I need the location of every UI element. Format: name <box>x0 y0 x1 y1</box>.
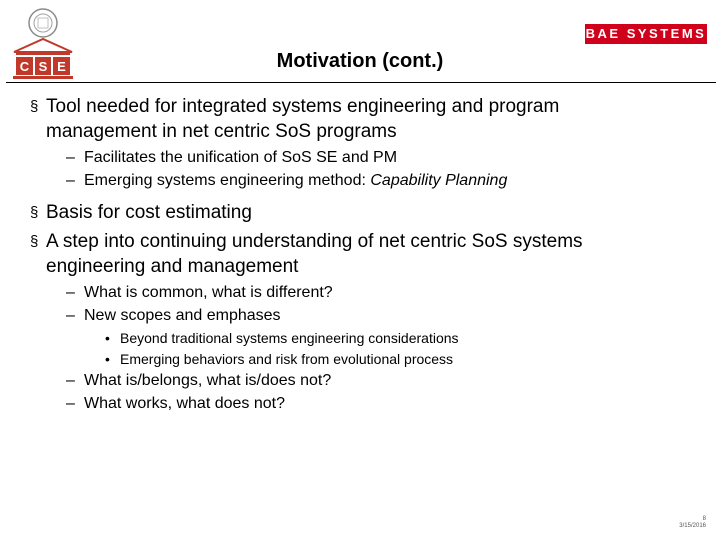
slide-footer <box>679 516 706 530</box>
slide-title: Motivation (cont.) <box>276 50 444 72</box>
bullet-text: Tool needed for integrated systems engineering and program management in net centric SoS programs <box>46 96 560 142</box>
slide-content <box>0 94 720 417</box>
dash-marker: – <box>66 372 75 389</box>
bullet-tool-needed <box>0 94 636 144</box>
sub-bullet-text: What is/belongs, what is/does not? <box>84 372 332 389</box>
slide-date: 3/15/2016 <box>679 523 706 529</box>
sub-bullet-text: What is common, what is different? <box>84 284 333 301</box>
sub-bullet-what-belongs <box>0 371 720 391</box>
bullet-marker: § <box>30 204 39 221</box>
bullet-text: A step into continuing understanding of net centric SoS systems engineering and management <box>46 231 583 277</box>
dot-marker: • <box>105 330 110 346</box>
sub-bullet-text: Emerging systems engineering method: <box>84 172 371 189</box>
sub-sub-bullet-text: Beyond traditional systems engineering considerations <box>120 330 459 346</box>
dash-marker: – <box>66 307 75 324</box>
title-divider <box>6 82 716 83</box>
sub-sub-bullet-beyond-traditional <box>0 329 720 347</box>
sub-bullet-common-different <box>0 283 720 303</box>
sub-bullet-text: What works, what does not? <box>84 395 285 412</box>
sub-sub-bullet-emerging-behaviors <box>0 350 720 368</box>
svg-text:E: E <box>57 59 66 74</box>
svg-text:C: C <box>19 59 30 74</box>
sub-bullet-unification <box>0 148 720 168</box>
dash-marker: – <box>66 395 75 412</box>
capability-planning-emphasis: Capability Planning <box>370 172 508 189</box>
bullet-marker: § <box>30 233 39 250</box>
bullet-marker: § <box>30 98 39 115</box>
bullet-continuing-understanding <box>0 229 636 279</box>
sub-bullet-new-scopes <box>0 306 720 326</box>
sub-bullet-what-works <box>0 394 720 414</box>
dash-marker: – <box>66 172 75 189</box>
sub-bullet-emerging-method <box>0 171 720 191</box>
sub-bullet-text: New scopes and emphases <box>84 307 281 324</box>
svg-text:S: S <box>38 59 48 74</box>
bullet-cost-estimating <box>0 200 636 225</box>
sub-bullet-text: Facilitates the unification of SoS SE and PM <box>84 149 398 166</box>
page-number: 8 <box>702 516 706 522</box>
sub-sub-bullet-text: Emerging behaviors and risk from evolutional process <box>120 351 454 367</box>
dash-marker: – <box>66 149 75 166</box>
dot-marker: • <box>105 351 110 367</box>
bae-systems-logo: BAE SYSTEMS <box>585 24 707 44</box>
dash-marker: – <box>66 284 75 301</box>
bullet-text: Basis for cost estimating <box>46 202 252 223</box>
